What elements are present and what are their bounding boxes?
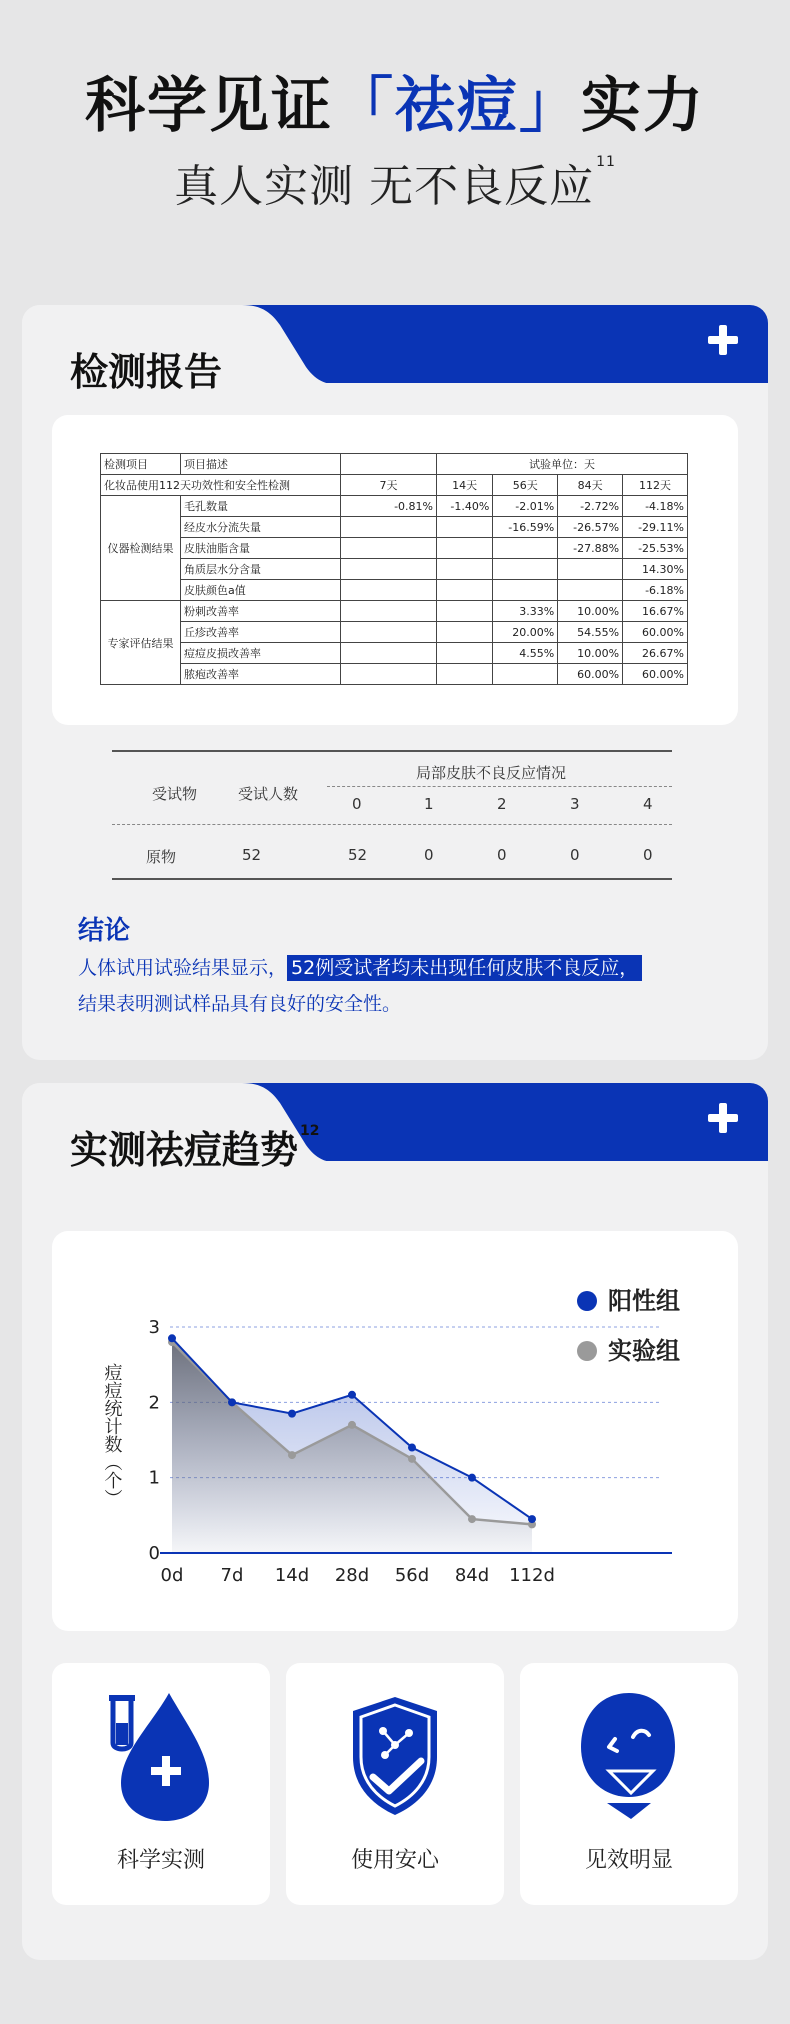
table-header-desc: 项目描述 xyxy=(181,454,341,475)
report-title: 检测报告 xyxy=(70,350,223,394)
reaction-value: 0 xyxy=(570,846,580,864)
table-test-name: 化妆品使用112天功效性和安全性检测 xyxy=(101,475,341,496)
table-day: 84天 xyxy=(558,475,623,496)
hero-title xyxy=(0,58,790,144)
table-value: -1.40% xyxy=(437,496,493,517)
y-axis-label: 痘痘统计数（个） xyxy=(101,1363,123,1507)
table-value: 4.55% xyxy=(493,643,558,664)
trend-title-text: 实测祛痘趋势 xyxy=(70,1128,299,1172)
table-row xyxy=(101,664,688,685)
hero-subtitle-text: 真人实测 无不良反应 xyxy=(174,161,595,212)
feature-label: 使用安心 xyxy=(350,1848,439,1873)
table-day: 14天 xyxy=(437,475,493,496)
trend-title-ref: 12 xyxy=(300,1123,320,1139)
conclusion-text: 人体试用试验结果显示， xyxy=(78,957,288,979)
y-tick-label: 2 xyxy=(148,1392,160,1414)
data-point-blue xyxy=(288,1410,296,1418)
trend-card-header xyxy=(22,1083,768,1183)
data-point-blue xyxy=(168,1334,176,1342)
table-row xyxy=(101,601,688,622)
data-point-blue xyxy=(408,1444,416,1452)
feature-tile-effect xyxy=(520,1663,738,1905)
table-value xyxy=(493,538,558,559)
shield-check-icon xyxy=(325,1685,465,1825)
table-desc: 痘痘皮损改善率 xyxy=(181,643,341,664)
smiling-face-icon xyxy=(559,1685,699,1825)
table-value xyxy=(437,601,493,622)
x-tick-label: 14d xyxy=(274,1565,310,1586)
reaction-table xyxy=(112,750,672,880)
table-value: -26.57% xyxy=(558,517,623,538)
table-desc: 毛孔数量 xyxy=(181,496,341,517)
table-value: 60.00% xyxy=(623,664,688,685)
table-value xyxy=(493,559,558,580)
table-value: 60.00% xyxy=(558,664,623,685)
table-value xyxy=(341,664,437,685)
table-cell xyxy=(341,454,437,475)
table-group: 专家评估结果 xyxy=(101,601,181,685)
table-value xyxy=(341,517,437,538)
table-desc: 脓疱改善率 xyxy=(181,664,341,685)
table-desc: 丘疹改善率 xyxy=(181,622,341,643)
table-row xyxy=(101,517,688,538)
data-point-gray xyxy=(468,1515,476,1523)
table-value: 10.00% xyxy=(558,643,623,664)
table-group: 仪器检测结果 xyxy=(101,496,181,601)
reaction-value: 52 xyxy=(348,846,368,864)
table-value xyxy=(437,664,493,685)
reaction-level: 4 xyxy=(643,795,653,813)
table-row xyxy=(101,538,688,559)
trend-chart xyxy=(52,1231,738,1631)
data-point-blue xyxy=(528,1515,536,1523)
data-point-blue xyxy=(468,1474,476,1482)
reaction-value: 0 xyxy=(424,846,434,864)
table-value xyxy=(341,538,437,559)
table-row xyxy=(101,475,688,496)
conclusion-highlight: 52例受试者均未出现任何皮肤不良反应， xyxy=(287,955,642,981)
x-tick-label: 56d xyxy=(394,1565,430,1586)
table-value: -2.72% xyxy=(558,496,623,517)
table-value xyxy=(437,559,493,580)
feature-label: 科学实测 xyxy=(116,1848,205,1873)
divider xyxy=(112,824,672,825)
table-value: -29.11% xyxy=(623,517,688,538)
table-value: 60.00% xyxy=(623,622,688,643)
table-value xyxy=(341,601,437,622)
table-value: -25.53% xyxy=(623,538,688,559)
trend-title xyxy=(70,1119,320,1174)
conclusion-line-1 xyxy=(78,953,642,980)
table-value: 26.67% xyxy=(623,643,688,664)
hero-subtitle xyxy=(0,150,790,214)
table-desc: 皮肤颜色a值 xyxy=(181,580,341,601)
x-tick-label: 112d xyxy=(509,1565,555,1586)
divider xyxy=(112,750,672,752)
table-row xyxy=(101,454,688,475)
reaction-value: 0 xyxy=(497,846,507,864)
legend-marker-gray xyxy=(577,1341,597,1361)
hero-title-pre: 科学见证 xyxy=(85,71,333,141)
data-point-gray xyxy=(408,1455,416,1463)
table-value xyxy=(493,580,558,601)
hero-title-accent: 「祛痘」 xyxy=(333,71,581,141)
report-card xyxy=(22,305,768,1060)
feature-label: 见效明显 xyxy=(584,1848,673,1873)
table-value xyxy=(437,538,493,559)
table-value xyxy=(341,622,437,643)
y-tick-label: 1 xyxy=(148,1467,160,1489)
x-tick-label: 0d xyxy=(160,1565,184,1586)
divider xyxy=(327,786,672,787)
table-row xyxy=(101,559,688,580)
table-value xyxy=(341,580,437,601)
report-card-header xyxy=(22,305,768,405)
data-point-gray xyxy=(288,1451,296,1459)
table-desc: 粉刺改善率 xyxy=(181,601,341,622)
table-value: -27.88% xyxy=(558,538,623,559)
conclusion-title: 结论 xyxy=(78,916,131,946)
table-value: -6.18% xyxy=(623,580,688,601)
divider xyxy=(112,878,672,880)
hero-title-post: 实力 xyxy=(581,71,705,141)
legend-marker-blue xyxy=(577,1291,597,1311)
table-value xyxy=(437,517,493,538)
reaction-header-group: 局部皮肤不良反应情况 xyxy=(416,764,567,782)
table-value: -0.81% xyxy=(341,496,437,517)
reaction-level: 1 xyxy=(424,795,434,813)
data-point-blue xyxy=(228,1398,236,1406)
table-desc: 经皮水分流失量 xyxy=(181,517,341,538)
y-tick-label: 0 xyxy=(148,1543,160,1564)
reaction-value: 0 xyxy=(643,846,653,864)
x-tick-label: 84d xyxy=(454,1565,490,1586)
table-value xyxy=(437,643,493,664)
table-value xyxy=(558,580,623,601)
feature-tile-safe xyxy=(286,1663,504,1905)
gray-area xyxy=(172,1342,532,1553)
chart-box xyxy=(52,1231,738,1631)
reaction-header-count: 受试人数 xyxy=(238,785,299,803)
table-row xyxy=(101,580,688,601)
table-day: 56天 xyxy=(493,475,558,496)
report-table-box xyxy=(52,415,738,725)
y-tick-label: 3 xyxy=(148,1317,160,1338)
table-value: 20.00% xyxy=(493,622,558,643)
table-desc: 皮肤油脂含量 xyxy=(181,538,341,559)
table-desc: 角质层水分含量 xyxy=(181,559,341,580)
table-row xyxy=(101,643,688,664)
test-tube-drop-icon xyxy=(91,1685,231,1825)
table-day: 7天 xyxy=(341,475,437,496)
trend-card xyxy=(22,1083,768,1960)
x-tick-label: 28d xyxy=(334,1565,370,1586)
conclusion-line-2: 结果表明测试样品具有良好的安全性。 xyxy=(78,993,402,1015)
table-value xyxy=(558,559,623,580)
table-value: 16.67% xyxy=(623,601,688,622)
table-row xyxy=(101,496,688,517)
legend-label: 阳性组 xyxy=(608,1287,680,1315)
table-value: -16.59% xyxy=(493,517,558,538)
report-table-body xyxy=(101,496,688,685)
table-header-item: 检测项目 xyxy=(101,454,181,475)
table-row xyxy=(101,622,688,643)
reaction-row-name: 原物 xyxy=(146,848,177,866)
reaction-row-count: 52 xyxy=(242,846,262,864)
plus-icon xyxy=(708,325,738,355)
reaction-header-subject: 受试物 xyxy=(152,785,198,803)
table-value: -2.01% xyxy=(493,496,558,517)
x-tick-label: 7d xyxy=(220,1565,244,1586)
feature-tile-science xyxy=(52,1663,270,1905)
legend-label: 实验组 xyxy=(608,1337,680,1365)
table-value: 10.00% xyxy=(558,601,623,622)
table-value: 3.33% xyxy=(493,601,558,622)
reaction-level: 2 xyxy=(497,795,507,813)
data-point-gray xyxy=(348,1421,356,1429)
plus-icon xyxy=(708,1103,738,1133)
table-header-unit: 试验单位：天 xyxy=(437,454,688,475)
table-value xyxy=(341,559,437,580)
reaction-level: 0 xyxy=(352,795,362,813)
table-value: -4.18% xyxy=(623,496,688,517)
reaction-level: 3 xyxy=(570,795,580,813)
table-value: 14.30% xyxy=(623,559,688,580)
table-value: 54.55% xyxy=(558,622,623,643)
report-table xyxy=(100,453,688,685)
table-value xyxy=(341,643,437,664)
data-point-blue xyxy=(348,1391,356,1399)
table-day: 112天 xyxy=(623,475,688,496)
table-value xyxy=(437,580,493,601)
table-value xyxy=(493,664,558,685)
hero-subtitle-ref: 11 xyxy=(596,154,616,170)
table-value xyxy=(437,622,493,643)
hero xyxy=(0,0,790,300)
